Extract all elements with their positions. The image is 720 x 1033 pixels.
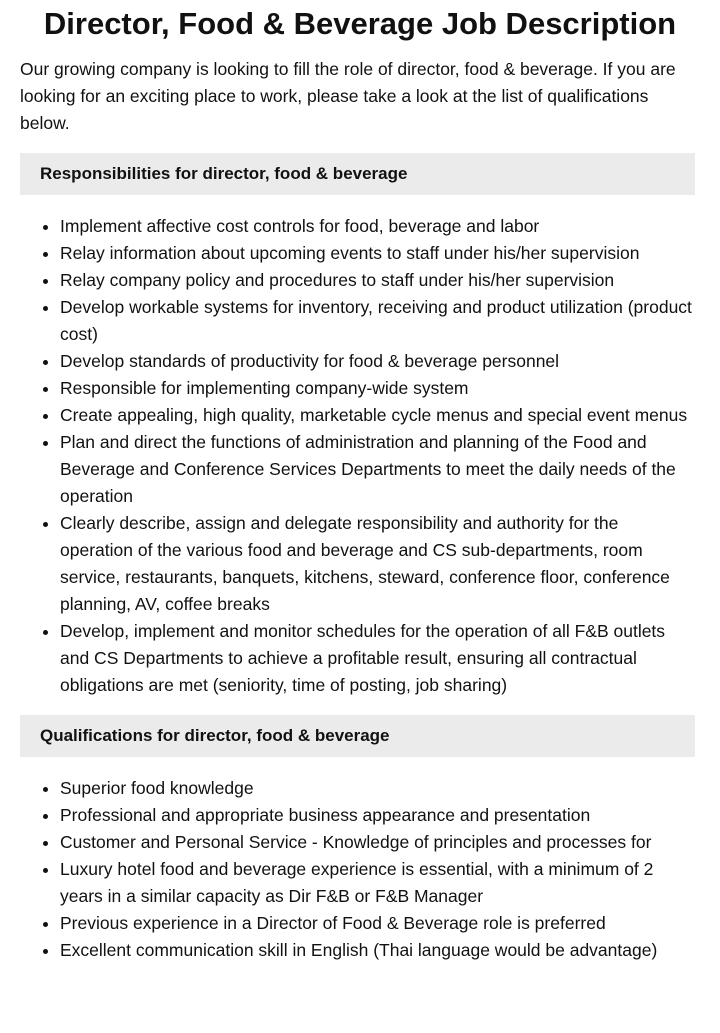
- list-item: • Clearly describe, assign and delegate responsibility and authority for the operation of the various food and beverage and CS sub-departments, room service, restaurants, banquets, kitchens, steward, conference floor, conference planning, AV, coffee breaks: [60, 510, 695, 618]
- intro-text: Our growing company is looking to fill the role of director, food & beverage. If you are looking for an exciting place to work, please take a look at the list of qualifications below.: [20, 59, 676, 133]
- list-item: • Develop standards of productivity for food & beverage personnel: [60, 348, 695, 375]
- list-item: • Implement affective cost controls for food, beverage and labor: [60, 213, 695, 240]
- list-item: • Excellent communication skill in English (Thai language would be advantage): [60, 937, 695, 964]
- qualifications-list: [20, 775, 695, 964]
- list-item: • Previous experience in a Director of Food & Beverage role is preferred: [60, 910, 695, 937]
- list-item: • Create appealing, high quality, marketable cycle menus and special event menus: [60, 402, 695, 429]
- list-item: • Responsible for implementing company-wide system: [60, 375, 695, 402]
- qualifications-heading: Qualifications for director, food & beverage: [20, 715, 695, 757]
- responsibilities-heading: Responsibilities for director, food & beverage: [20, 153, 695, 195]
- responsibilities-list: [20, 213, 695, 699]
- list-item: • Relay company policy and procedures to staff under his/her supervision: [60, 267, 695, 294]
- list-item: • Plan and direct the functions of administration and planning of the Food and Beverage and Conference Services Departments to meet the daily needs of the operation: [60, 429, 695, 510]
- list-item: • Relay information about upcoming events to staff under his/her supervision: [60, 240, 695, 267]
- page-title: Director, Food & Beverage Job Description: [43, 6, 677, 41]
- list-item: • Develop workable systems for inventory, receiving and product utilization (product cost): [60, 294, 695, 348]
- list-item: • Luxury hotel food and beverage experience is essential, with a minimum of 2 years in a similar capacity as Dir F&B or F&B Manager: [60, 856, 695, 910]
- list-item: • Superior food knowledge: [60, 775, 695, 802]
- list-item: • Develop, implement and monitor schedules for the operation of all F&B outlets and CS Departments to achieve a profitable result, ensuring all contractual obligations are met (seniority, time of posting, job sharing): [60, 618, 695, 699]
- list-item: • Customer and Personal Service - Knowledge of principles and processes for: [60, 829, 695, 856]
- list-item: • Professional and appropriate business appearance and presentation: [60, 802, 695, 829]
